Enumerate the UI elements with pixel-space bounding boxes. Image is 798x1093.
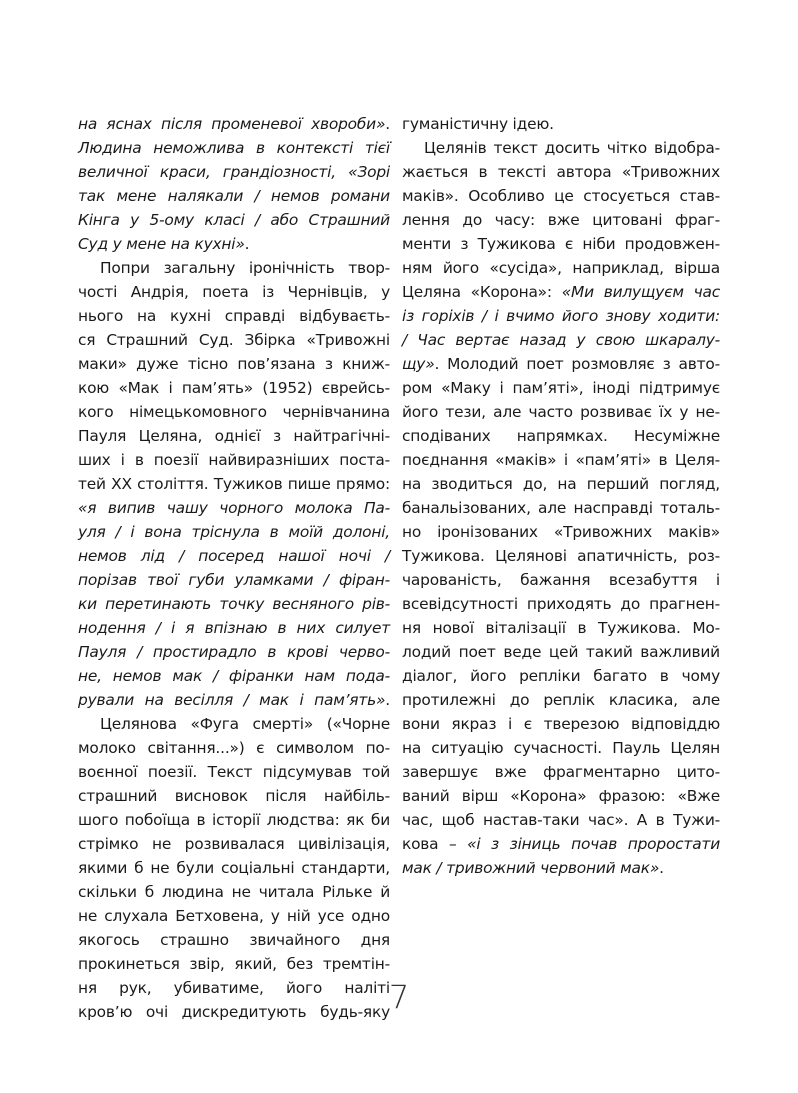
text-line	[78, 880, 390, 904]
italic-quote-fragment: не, немов мак / фіранки нам пода-	[78, 667, 390, 685]
text-line	[78, 448, 390, 472]
text-fragment: кого німецькомовного чернівчанина	[78, 403, 390, 421]
text-line	[402, 664, 720, 688]
text-fragment: вони якраз і є тверезою відповіддю	[402, 715, 720, 733]
text-line	[402, 688, 720, 712]
text-line	[78, 736, 390, 760]
text-line	[402, 808, 720, 832]
text-line	[402, 328, 720, 352]
text-line	[78, 376, 390, 400]
text-line	[402, 784, 720, 808]
text-line	[402, 112, 720, 136]
page-number: 7	[388, 978, 410, 1016]
text-line	[78, 232, 390, 256]
text-fragment: гуманістичну ідею.	[402, 115, 554, 133]
text-line	[402, 496, 720, 520]
text-fragment: лодий поет веде цей такий важливий	[402, 643, 720, 661]
italic-quote-fragment: величної краси, грандіозності, «Зорі	[78, 163, 390, 181]
text-line	[78, 664, 390, 688]
text-fragment: якими б не були соціальні стандарти,	[78, 859, 390, 877]
italic-quote-fragment: / Час вертає назад у свою шкаралу-	[402, 331, 720, 349]
text-fragment: Пауля Целяна, однієї з найтрагічні-	[78, 427, 390, 445]
text-fragment: скільки б людина не читала Рільке й	[78, 883, 390, 901]
text-line	[402, 352, 720, 376]
text-fragment: ням його «сусіда», наприклад, вірша	[402, 259, 720, 277]
text-line	[402, 568, 720, 592]
text-fragment: менти з Тужикова є ніби продовжен-	[402, 235, 720, 253]
italic-quote-fragment: уля / і вона тріснула в моїй долоні,	[78, 523, 390, 541]
text-line	[402, 712, 720, 736]
text-line	[78, 520, 390, 544]
text-line	[78, 904, 390, 928]
text-line	[402, 472, 720, 496]
italic-quote-fragment: Пауля / простирадло в крові черво-	[78, 643, 390, 661]
italic-quote-fragment: «і з зіниць почав проростати	[467, 835, 720, 853]
text-line	[78, 616, 390, 640]
text-fragment: шого побоїща в історії людства: як би	[78, 811, 390, 829]
text-line	[78, 760, 390, 784]
italic-quote-fragment: Кінга у 5-ому класі / або Страшний	[78, 211, 390, 229]
text-line	[78, 112, 390, 136]
italic-quote-fragment: мак / тривожний червоний мак»	[402, 859, 660, 877]
text-fragment: завершує вже фрагментарно цито-	[402, 763, 720, 781]
text-line	[402, 856, 720, 880]
text-line	[402, 280, 720, 304]
text-line	[402, 376, 720, 400]
text-fragment: ня нової віталізації в Тужикова. Мо-	[402, 619, 720, 637]
text-fragment: Тужикова. Целянові апатичність, роз-	[402, 547, 720, 565]
text-fragment: ром «Маку і пам’яті», іноді підтримує	[402, 379, 720, 397]
text-line	[78, 784, 390, 808]
italic-quote-fragment: нодення / і я впізнаю в них силует	[78, 619, 390, 637]
text-line	[78, 208, 390, 232]
text-line	[402, 160, 720, 184]
text-fragment: Попри загальну іронічність твор-	[100, 259, 390, 277]
italic-quote-fragment: немов лід / посеред нашої ночі /	[78, 547, 390, 565]
text-line	[78, 808, 390, 832]
text-fragment: якогось страшно звичайного дня	[78, 931, 390, 949]
text-fragment: ших і в поезії найвиразніших поста-	[78, 451, 390, 469]
text-line	[78, 352, 390, 376]
text-line	[78, 712, 390, 736]
italic-quote-fragment: Людина неможлива в контексті тієї	[78, 139, 390, 157]
text-line	[78, 304, 390, 328]
text-fragment: .	[385, 115, 390, 133]
text-fragment: прокинеться звір, який, без тремтін-	[78, 955, 390, 973]
text-line	[402, 184, 720, 208]
text-line	[78, 928, 390, 952]
text-fragment: кою «Мак і пам’ять» (1952) єврейсь-	[78, 379, 390, 397]
text-fragment: ваний вірш «Корона» фразою: «Вже	[402, 787, 720, 805]
text-line	[402, 760, 720, 784]
text-line	[78, 424, 390, 448]
text-fragment: . Молодий поет розмовляє з авто-	[434, 355, 720, 373]
text-line	[78, 856, 390, 880]
text-line	[402, 136, 720, 160]
text-line	[402, 736, 720, 760]
text-line	[78, 256, 390, 280]
text-fragment: протилежні до реплік класика, але	[402, 691, 720, 709]
italic-quote-fragment: порізав твої губи уламками / фіран-	[78, 571, 390, 589]
italic-quote-fragment: «я випив чашу чорного молока Па-	[78, 499, 390, 517]
text-line	[78, 136, 390, 160]
text-fragment: молоко світання...») є символом по-	[78, 739, 390, 757]
text-line	[78, 280, 390, 304]
text-line	[402, 424, 720, 448]
text-line	[402, 304, 720, 328]
text-fragment: ня рук, убиватиме, його наліті	[78, 979, 390, 997]
text-line	[78, 328, 390, 352]
text-line	[78, 160, 390, 184]
text-fragment: на ситуацію сучасності. Пауль Целян	[402, 739, 720, 757]
text-fragment: кров’ю очі дискредитують будь-яку	[78, 1003, 390, 1021]
text-fragment: його тези, але часто розвиває їх у не-	[402, 403, 720, 421]
text-fragment: страшний висновок після найбіль-	[78, 787, 390, 805]
text-fragment: нього на кухні справді відбуваєть-	[78, 307, 390, 325]
text-fragment: кова –	[402, 835, 468, 853]
text-line	[402, 616, 720, 640]
text-fragment: стрімко не розвивалася цивілізація,	[78, 835, 390, 853]
italic-quote-fragment: щу»	[402, 355, 435, 373]
text-line	[402, 520, 720, 544]
text-fragment: маків». Особливо це стосується став-	[402, 187, 720, 205]
text-fragment: всевідсутності приходять до прагнен-	[402, 595, 720, 613]
text-fragment: діалог, його репліки багато в чому	[402, 667, 720, 685]
text-line	[402, 592, 720, 616]
text-fragment: Целянів текст досить чітко відобра-	[424, 139, 720, 157]
text-line	[78, 184, 390, 208]
text-line	[402, 208, 720, 232]
italic-quote-fragment: так мене налякали / немов романи	[78, 187, 390, 205]
italic-quote-fragment: «Ми вилущуєм час	[561, 283, 720, 301]
text-line	[78, 832, 390, 856]
text-fragment: час, щоб настав-таки час». А в Тужи-	[402, 811, 720, 829]
text-line	[78, 400, 390, 424]
text-line	[78, 496, 390, 520]
text-line	[402, 832, 720, 856]
text-line	[78, 472, 390, 496]
text-fragment: поєднання «маків» і «пам’яті» в Целя-	[402, 451, 720, 469]
text-fragment: ся Страшний Суд. Збірка «Тривожні	[78, 331, 390, 349]
text-fragment: сподіваних напрямках. Несуміжне	[402, 427, 720, 445]
italic-quote-fragment: Суд у мене на кухні»	[78, 235, 245, 253]
text-line	[78, 544, 390, 568]
text-line	[78, 688, 390, 712]
text-line	[402, 544, 720, 568]
italic-quote-fragment: рували на весілля / мак і пам’ять»	[78, 691, 386, 709]
left-text-column	[78, 112, 390, 1024]
text-fragment: .	[659, 859, 664, 877]
text-line	[78, 592, 390, 616]
text-fragment: .	[244, 235, 250, 253]
text-fragment: воєнної поезії. Текст підсумував той	[78, 763, 390, 781]
text-fragment: лення до часу: вже цитовані фраг-	[402, 211, 720, 229]
text-fragment: на зводиться до, на перший погляд,	[402, 475, 720, 493]
text-fragment: .	[385, 691, 390, 709]
text-line	[402, 232, 720, 256]
text-fragment: маки» дуже тісно пов’язана з книж-	[78, 355, 390, 373]
text-line	[402, 640, 720, 664]
text-fragment: жається в тексті автора «Тривожних	[402, 163, 720, 181]
text-fragment: не слухала Бетховена, у ній усе одно	[78, 907, 390, 925]
italic-quote-fragment: ки перетинають точку весняного рів-	[78, 595, 390, 613]
text-line	[402, 400, 720, 424]
text-line	[78, 952, 390, 976]
italic-quote-fragment: на яснах після променевої хвороби»	[78, 115, 386, 133]
text-line	[402, 448, 720, 472]
text-line	[78, 640, 390, 664]
text-fragment: Целянова «Фуга смерті» («Чорне	[100, 715, 390, 733]
italic-quote-fragment: із горіхів / і вчимо його знову ходити:	[402, 307, 720, 325]
right-text-column	[402, 112, 720, 880]
text-line	[78, 568, 390, 592]
text-fragment: чарованість, бажання всезабуття і	[402, 571, 720, 589]
text-fragment: но іронізованих «Тривожних маків»	[402, 523, 720, 541]
text-fragment: Целяна «Корона»:	[402, 283, 562, 301]
text-fragment: тей ХХ століття. Тужиков пише прямо:	[78, 475, 390, 493]
text-line	[402, 256, 720, 280]
text-fragment: чості Андрія, поета із Чернівців, у	[78, 283, 390, 301]
text-fragment: банальізованих, але насправді тоталь-	[402, 499, 720, 517]
